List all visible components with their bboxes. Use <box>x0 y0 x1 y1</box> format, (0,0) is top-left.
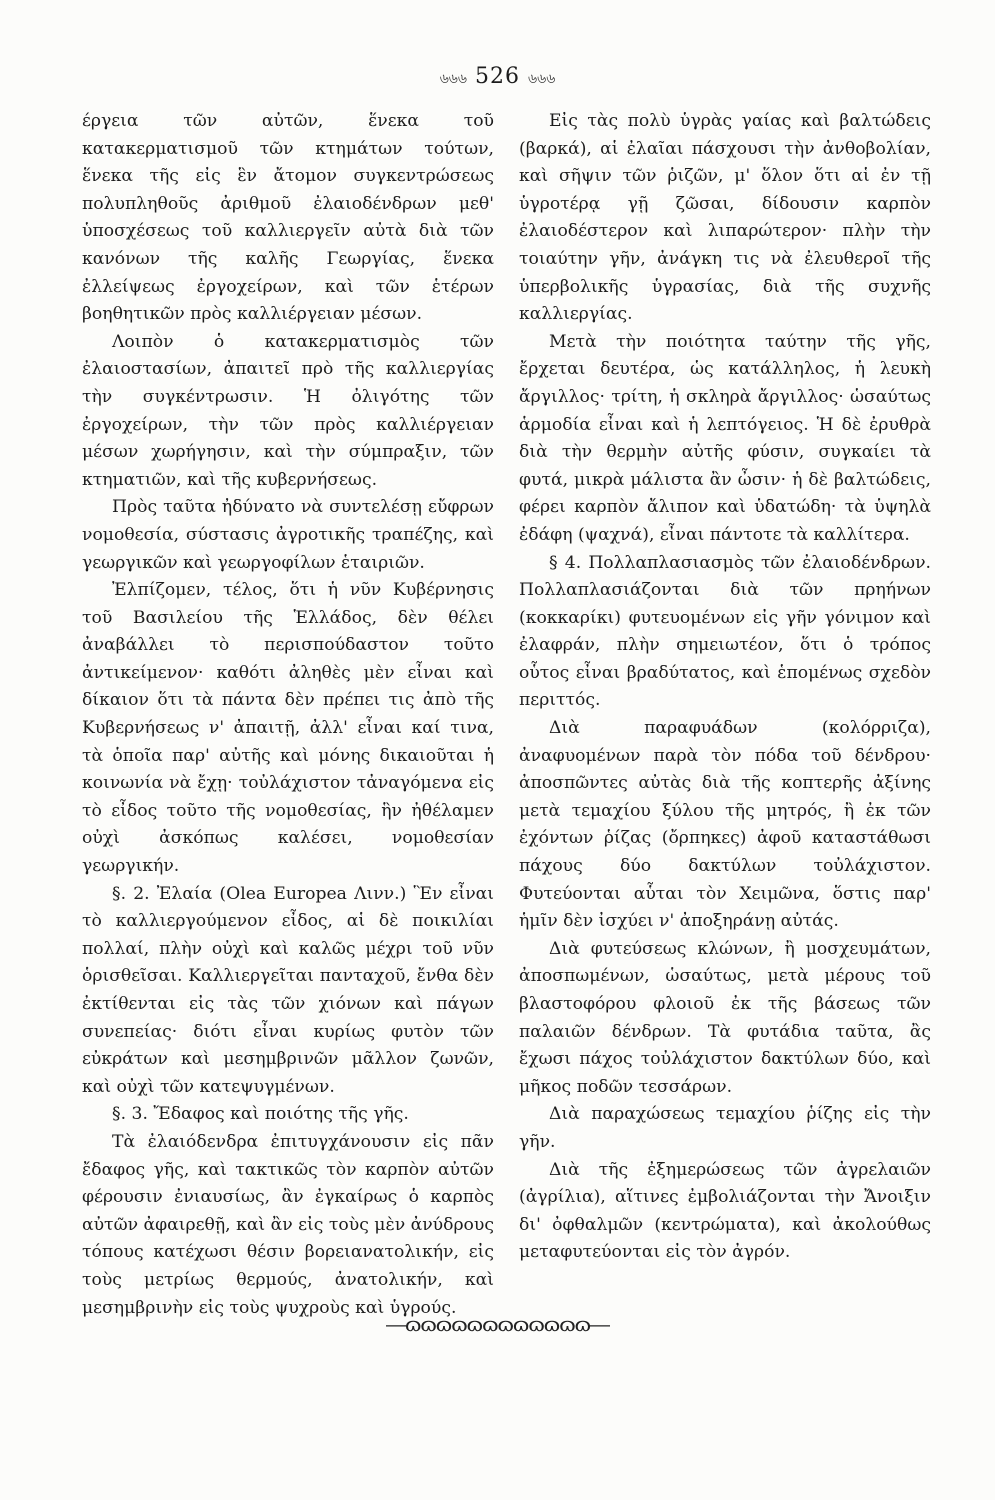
paragraph: Διὰ τῆς ἐξημερώσεως τῶν ἀγρελαιῶν (ἀγρίλια), αἵτινες ἐμβολιάζονται τὴν Ἄνοιξιν δι' ὀφθαλμῶν (κεντρώματα), καὶ ἀκολούθως μεταφυτεύονται εἰς τὸν ἀγρόν. <box>519 1159 931 1263</box>
header-ornament-left: ৬৬৬ <box>439 71 467 87</box>
right-text-column <box>519 108 931 1267</box>
paragraph: Μετὰ τὴν ποιότητα ταύτην τῆς γῆς, ἔρχεται δευτέρα, ὡς κατάλληλος, ἡ λευκὴ ἄργιλλος· τρίτη, ἡ σκληρὰ ἄργιλλος· ὡσαύτως ἁρμοδία εἶναι καὶ ἡ λεπτόγειος. Ἡ δὲ ἐρυθρὰ διὰ τὴν θερμὴν αὐτῆς φύσιν, συγκαίει τὰ φυτά, μικρὰ μάλιστα ἂν ὦσιν· ἡ δὲ βαλτώδεις, φέρει καρπὸν ἄλιπον καὶ ὑδατώδη· τὰ ὑψηλὰ ἐδάφη (ψαχνά), εἶναι πάντοτε τὰ καλλίτερα. <box>519 331 931 545</box>
left-text-column <box>82 108 494 1322</box>
page-header <box>0 64 995 91</box>
paragraph: έργεια τῶν αὐτῶν, ἕνεκα τοῦ κατακερματισμοῦ τῶν κτημάτων τούτων, ἕνεκα τῆς εἰς ἓν ἄτομον συγκεντρώσεως πολυπληθοῦς ἀριθμοῦ ἐλαιοδένδρων μεθ' ὑποσχέσεως τοῦ καλλιεργεῖν αὐτὰ διὰ τῶν κανόνων τῆς καλῆς Γεωργίας, ἕνεκα ἐλλείψεως ἐργοχείρων, καὶ τῶν ἑτέρων βοηθητικῶν πρὸς καλλιέργειαν μέσων. <box>82 111 494 325</box>
paragraph: Εἰς τὰς πολὺ ὑγρὰς γαίας καὶ βαλτώδεις (βαρκά), αἱ ἐλαῖαι πάσχουσι τὴν ἀνθοβολίαν, καὶ σῆψιν τῶν ῥιζῶν, μ' ὅλον ὅτι αἱ ἐν τῇ ὑγροτέρᾳ γῇ ζῶσαι, δίδουσιν καρπὸν ἐλαιοδέστερον καὶ λιπαρώτερον· πλὴν τὴν τοιαύτην γῆν, ἀνάγκη τις νὰ ἐλευθεροῖ τῆς ὑπερβολικῆς ὑγρασίας, διὰ τῆς συχνῆς καλλιεργίας. <box>519 111 931 325</box>
paragraph: Ἐλπίζομεν, τέλος, ὅτι ἡ νῦν Κυβέρνησις τοῦ Βασιλείου τῆς Ἑλλάδος, δὲν θέλει ἀναβάλλει τὸ περισπούδαστον τοῦτο ἀντικείμενον· καθότι ἀληθὲς μὲν εἶναι καὶ δίκαιον ὅτι τὰ πάντα δὲν πρέπει τις ἀπὸ τῆς Κυβερνήσεως ν' ἀπαιτῇ, ἀλλ' εἶναι καί τινα, τὰ ὁποῖα παρ' αὐτῆς καὶ μόνης δικαιοῦται ἡ κοινωνία νὰ ἔχῃ· τοὐλάχιστον τἀναγόμενα εἰς τὸ εἶδος τοῦτο τῆς νομοθεσίας, ἣν ἠθέλαμεν οὐχὶ ἀσκόπως καλέσει, νομοθεσίαν γεωργικήν. <box>82 580 494 877</box>
header-ornament-right: ৬৬৬ <box>528 71 556 87</box>
paragraph: Πρὸς ταῦτα ἠδύνατο νὰ συντελέσῃ εὔφρων νομοθεσία, σύστασις ἀγροτικῆς τραπέζης, καὶ γεωργικῶν καὶ γεωργοφίλων ἑταιριῶν. <box>82 497 494 573</box>
paragraph: § 4. Πολλαπλασιασμὸς τῶν ἐλαιοδένδρων. Πολλαπλασιάζονται διὰ τῶν πρηήνων (κοκκαρίκι) φυτευομένων εἰς γῆν γόνιμον καὶ ἐλαφράν, πλὴν σημειωτέον, ὅτι ὁ τρόπος οὗτος εἶναι βραδύτατος, καὶ ἑπομένως σχεδὸν περιττός. <box>519 552 931 711</box>
paragraph: Διὰ φυτεύσεως κλώνων, ἢ μοσχευμάτων, ἀποσπωμένων, ὡσαύτως, μετὰ μέρους τοῦ βλαστοφόρου φλοιοῦ ἐκ τῆς βάσεως τῶν παλαιῶν δένδρων. Τὰ φυτάδια ταῦτα, ἂς ἔχωσι πάχος τοὐλάχιστον δακτύλων δύο, καὶ μῆκος ποδῶν τεσσάρων. <box>519 938 931 1097</box>
paragraph: §. 2. Ἐλαία (Olea Europea Λινν.) Ἓν εἶναι τὸ καλλιεργούμενον εἶδος, αἱ δὲ ποικιλίαι πολλαί, πλὴν οὐχὶ καὶ καλῶς μέχρι τοῦ νῦν ὁρισθεῖσαι. Καλλιεργεῖται πανταχοῦ, ἔνθα δὲν ἐκτίθενται εἰς τὰς τῶν χιόνων καὶ πάγων συνεπείας· διότι εἶναι κυρίως φυτὸν τῶν εὐκράτων καὶ μεσημβρινῶν μᾶλλον ζωνῶν, καὶ οὐχὶ τῶν κατεψυγμένων. <box>82 883 494 1097</box>
paragraph: Τὰ ἐλαιόδενδρα ἐπιτυγχάνουσιν εἰς πᾶν ἔδαφος γῆς, καὶ τακτικῶς τὸν καρπὸν αὐτῶν φέρουσιν ἐνιαυσίως, ἂν ἐγκαίρως ὁ καρπὸς αὐτῶν ἀφαιρεθῇ, καὶ ἂν εἰς τοὺς μὲν ἀνύδρους τόπους κατέχωσι θέσιν βορειανατολικήν, εἰς τοὺς μετρίως θερμούς, ἀνατολικήν, καὶ μεσημβρινὴν εἰς τοὺς ψυχροὺς καὶ ὑγρούς. <box>82 1131 494 1318</box>
paragraph: Διὰ παραχώσεως τεμαχίου ῥίζης εἰς τὴν γῆν. <box>519 1104 931 1152</box>
paragraph: §. 3. Ἔδαφος καὶ ποιότης τῆς γῆς. <box>112 1104 409 1125</box>
footer-ornament-rule: ―ɷɷɷɷɷɷɷɷɷɷɷɷ― <box>385 1312 610 1336</box>
paragraph: Λοιπὸν ὁ κατακερματισμὸς τῶν ἐλαιοστασίων, ἀπαιτεῖ πρὸ τῆς καλλιεργίας τὴν συγκέντρωσιν. Ἡ ὀλιγότης τῶν ἐργοχείρων, τὴν τῶν πρὸς καλλιέργειαν μέσων χωρήγησιν, καὶ τὴν σύμπραξιν, τῶν κτηματιῶν, καὶ τῆς κυβερνήσεως. <box>82 331 494 490</box>
page-number: 526 <box>475 64 520 89</box>
paragraph: Διὰ παραφυάδων (κολόρριζα), ἀναφυομένων παρὰ τὸν πόδα τοῦ δένδρου· ἀποσπῶντες αὐτὰς διὰ τῆς κοπτερῆς ἀξίνης μετὰ τεμαχίου ξύλου τῆς μητρός, ἢ ἐκ τῶν ἐχόντων ῥίζας (ὄρπηκες) ἀφοῦ καταστάθωσι πάχους δύο δακτύλων τοὐλάχιστον. Φυτεύονται αὗται τὸν Χειμῶνα, ὅστις παρ' ἡμῖν δὲν ἰσχύει ν' ἀποξηράνῃ αὐτάς. <box>519 718 931 932</box>
